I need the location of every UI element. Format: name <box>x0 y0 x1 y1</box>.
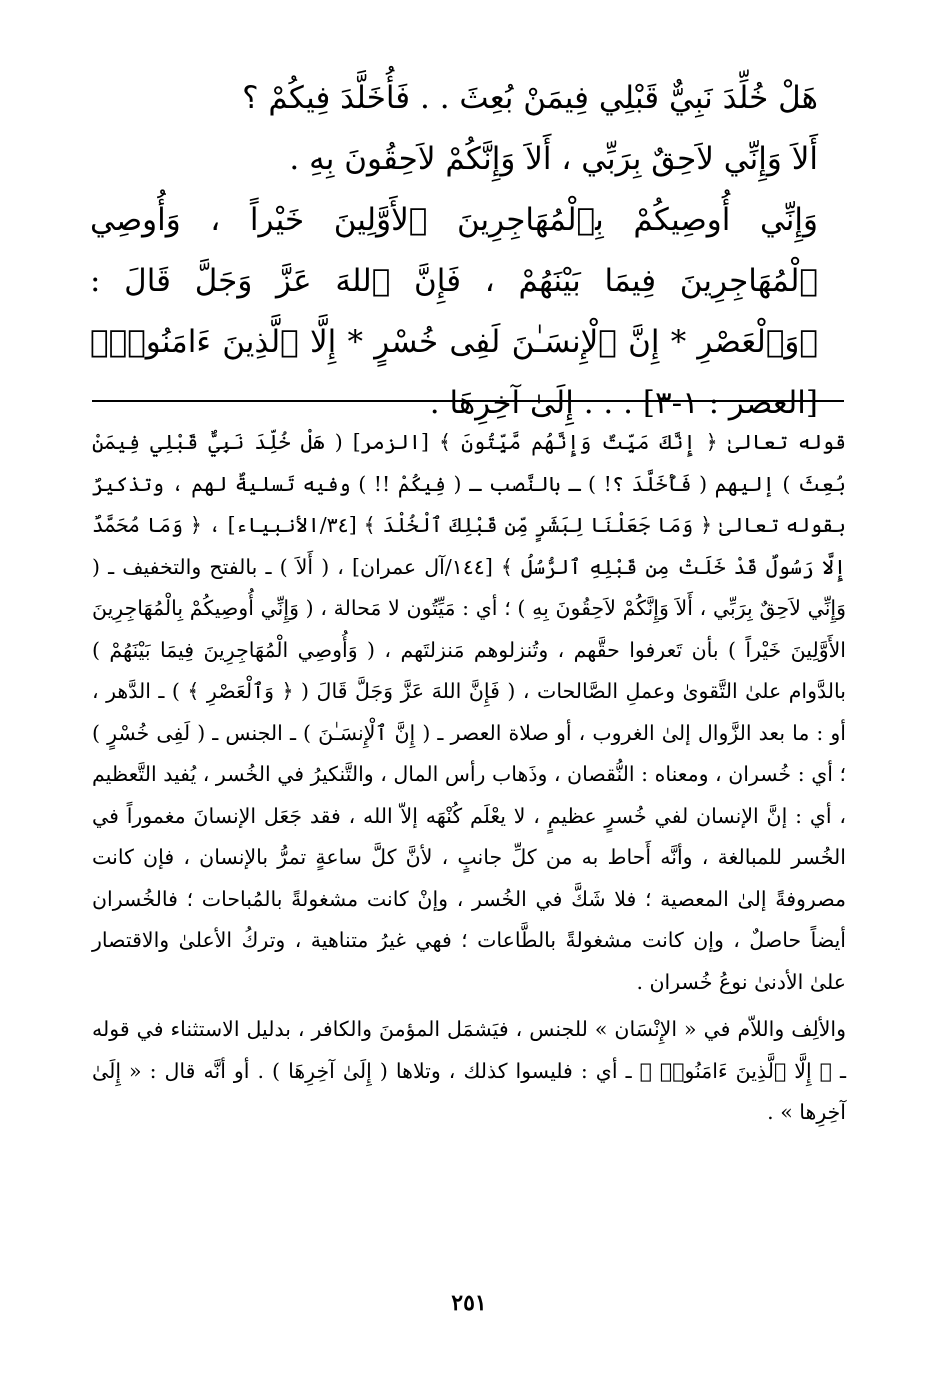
commentary-paragraph-1: قوله تعالىٰ ﴿ إِنَّكَ مَيِّتٌ وَإِنَّهُم مَّيِّتُونَ ﴾ [الزمر] ( هَلْ خُلِّدَ نَبِيٌّ قَبْلِي فِيمَنْ بُعِثَ ) إليهم ( فَأُخَلَّدَ ؟! ) ـ بالنَّصب ـ ( فِيكُمْ !! ) وفيه تَسليةٌ لهم ، وتذكيرٌ بقوله تعالىٰ ﴿ وَمَا جَعَلْنَا لِبَشَرٍ مِّن قَبْلِكَ ٱلْخُلْدَ ﴾ [٣٤/الأنبياء] ، ﴿ وَمَا مُحَمَّدٌ إِلَّا رَسُولٌ قَدْ خَلَتْ مِن قَبْلِهِ ٱلرُّسُلُ ﴾ [١٤٤/آل عمران] ، ( أَلاَ ) ـ بالفتح والتخفيف ـ ( وَإِنِّي لاَحِقٌ بِرَبِّي ، أَلاَ وَإِنَّكُمْ لاَحِقُونَ بِهِ ) ؛ أي : مَيِّتُون لا مَحالة ، ( وَإِنِّي أُوصِيكُمْ بِالْمُهَاجِرِينَ الأَوَّلِينَ خَيْراً ) بأن تَعرفوا حقَّهم ، وتُنزلوهم مَنزلتَهم ، ( وَأُوصِي الْمُهَاجِرِينَ فِيمَا بَيْنَهُمْ ) بالدَّوام علىٰ التَّقوىٰ وعملِ الصَّالحات ، ( فَإِنَّ اللهَ عَزَّ وَجَلَّ قَالَ ( ﴿ وَٱلْعَصْرِ ﴾ ) ـ الدَّهر ، أو : ما بعد الزَّوال إلىٰ الغروب ، أو صلاة العصر ـ ( إِنَّ ٱلْإِنسَـٰنَ ) ـ الجنس ـ ( لَفِى خُسْرٍ ) ؛ أي : خُسران ، ومعناه : النُّقصان ، وذَهاب رأس المال ، والتَّنكيرُ في الخُسر ، يُفيد التَّعظيم ، أي : إنَّ الإنسان لفي خُسرٍ عظيمٍ ، لا يعْلَم كُنْهَه إلاّ الله ، فقد جَعَل الإنسانَ مغموراً في الخُسر للمبالغة ، وأنَّه أَحاط به من كلِّ جانبٍ ، لأنَّ كلَّ ساعةٍ تمرُّ بالإنسان ، فإن كانت مصروفةً إلىٰ المعصية ؛ فلا شَكَّ في الخُسر ، وإنْ كانت مشغولةً بالمُباحات ؛ فالخُسران أيضاً حاصلٌ ، وإن كانت مشغولةً بالطَّاعات ؛ فهي غيرُ متناهية ، وتركُ الأعلىٰ والاقتصار علىٰ الأدنىٰ نوعُ خُسران . <box>92 430 846 994</box>
page-number: ٢٥١ <box>451 1290 487 1316</box>
main-text-line-2: أَلاَ وَإِنِّي لاَحِقٌ بِرَبِّي ، أَلاَ وَإِنَّكُمْ لاَحِقُونَ بِهِ . <box>289 141 818 177</box>
commentary-paragraph-2: والألِف واللاّم في « الإِنْسَان » للجنس ، فيَشمَل المؤمنَ والكافر ، بدليل الاستثناء في قوله ـ ﴿ إِلَّا ٱلَّذِينَ ءَامَنُوا۟ ﴾ ـ أي : فليسوا كذلك ، وتلاها ( إِلَىٰ آخِرِهَا ) . أو أنَّه قال : « إِلَىٰ آخِرِها » . <box>92 1017 847 1124</box>
main-text-line-1: هَلْ خُلِّدَ نَبِيٌّ قَبْلِي فِيمَنْ بُعِثَ . . فَأُخَلَّدَ فِيكُمْ ؟ <box>242 80 818 116</box>
commentary-text <box>92 422 846 1134</box>
footnote-divider <box>92 400 844 402</box>
hadith-main-text <box>90 68 818 434</box>
main-text-paragraph-3: وَإِنِّي أُوصِيكُمْ بِٱلْمُهَاجِرِينَ ٱلأَوَّلِينَ خَيْراً ، وَأُوصِي ٱلْمُهَاجِرِينَ فِيمَا بَيْنَهُمْ ، فَإِنَّ ٱللهَ عَزَّ وَجَلَّ قَالَ : ﴿وَٱلْعَصْرِ * إِنَّ ٱلْإِنسَـٰنَ لَفِى خُسْرٍ * إِلَّا ٱلَّذِينَ ءَامَنُوا۟﴾ [العصر : ١-٣] . . . إِلَىٰ آخِرِهَا . <box>90 202 818 421</box>
